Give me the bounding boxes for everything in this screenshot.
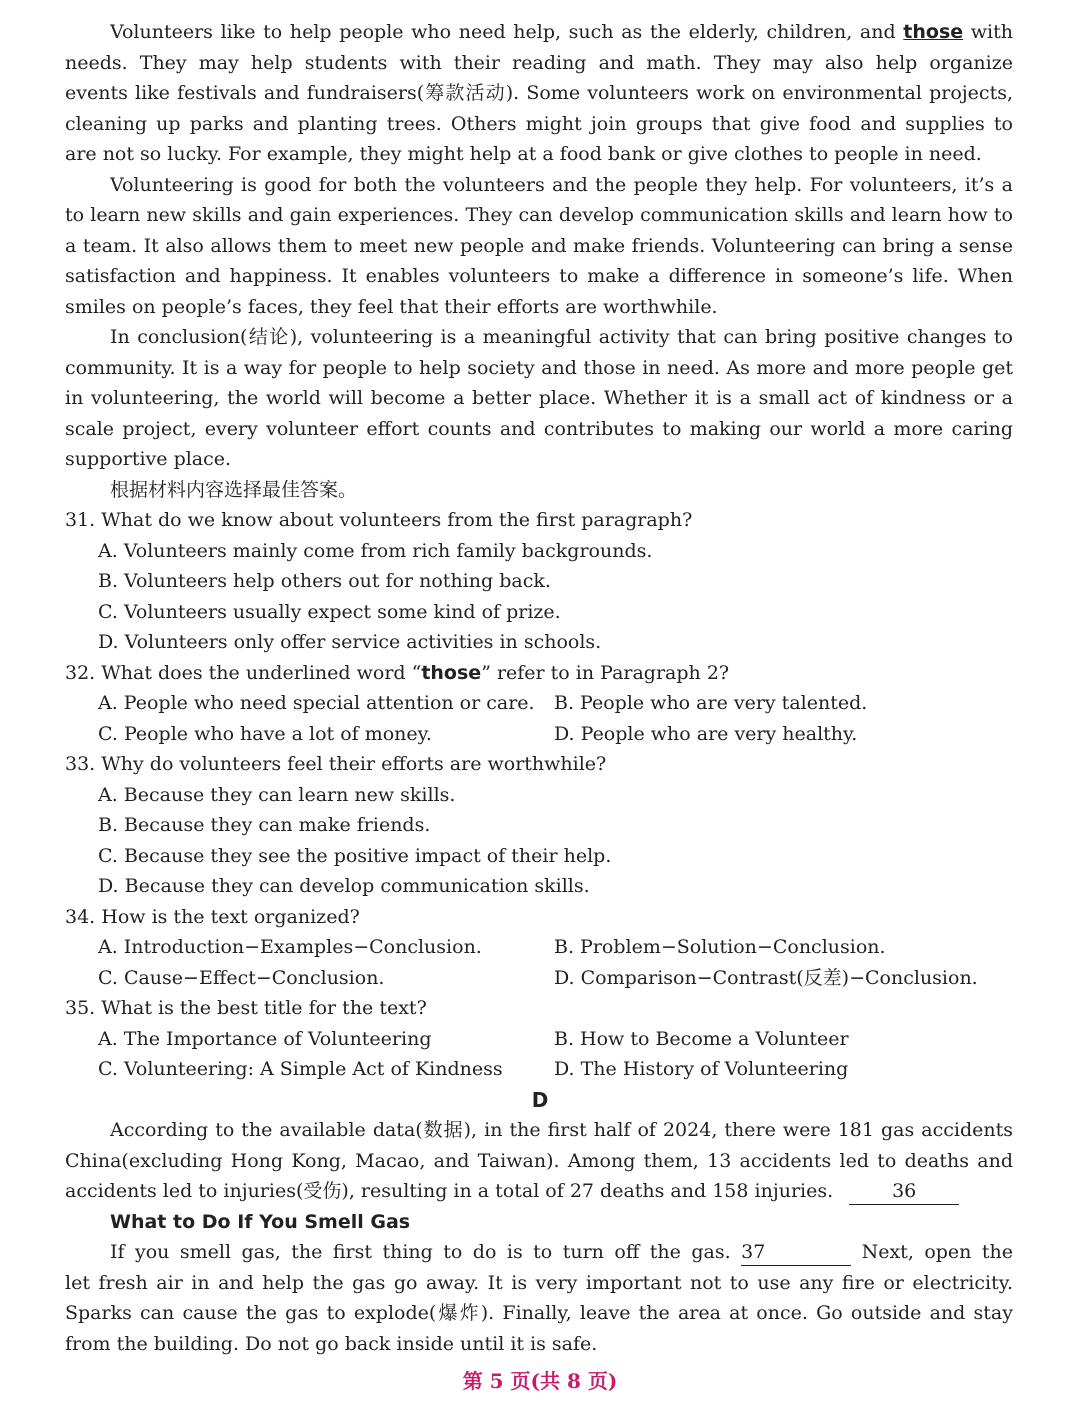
- question-31-option-c[interactable]: C. Volunteers usually expect some kind of prize.: [98, 601, 561, 623]
- question-35-option-b[interactable]: B. How to Become a Volunteer: [554, 1028, 849, 1050]
- question-35-stem: 35. What is the best title for the text?: [65, 997, 427, 1019]
- passage-d-p1-line: accidents led to injuries(受伤), resulting in a total of 27 deaths and 158 injuries. 36: [65, 1176, 1013, 1206]
- passage-d-p2-line: from the building. Do not go back inside until it is safe.: [65, 1333, 598, 1355]
- question-35-option-a[interactable]: A. The Importance of Volunteering: [98, 1028, 432, 1050]
- question-31-stem: 31. What do we know about volunteers from the first paragraph?: [65, 509, 693, 531]
- question-33-option-d[interactable]: D. Because they can develop communication skills.: [98, 875, 590, 897]
- question-32-option-c[interactable]: C. People who have a lot of money.: [98, 723, 432, 745]
- question-34-stem: 34. How is the text organized?: [65, 906, 360, 928]
- underlined-word-those: those: [903, 21, 964, 43]
- question-31-option-d[interactable]: D. Volunteers only offer service activities in schools.: [98, 631, 602, 653]
- question-35-options-row-1: [98, 1024, 1013, 1054]
- page-number-footer: 第 5 页(共 8 页): [462, 1369, 618, 1393]
- question-34-options-row-1: [98, 932, 1013, 962]
- question-33-stem: 33. Why do volunteers feel their efforts are worthwhile?: [65, 753, 607, 775]
- passage-c-p3-line: community. It is a way for people to help society and those in need. As more and more people get: [65, 357, 1013, 379]
- passage-c-p3-line: In conclusion(结论), volunteering is a meaningful activity that can bring positive changes to: [110, 326, 1013, 348]
- blank-36[interactable]: 36: [849, 1178, 959, 1205]
- passage-c-p2-line: satisfaction and happiness. It enables volunteers to make a difference in someone’s life. When: [65, 265, 1013, 287]
- passage-c-p1-line: cleaning up parks and planting trees. Others might join groups that give food and supplies to: [65, 113, 1013, 135]
- question-32-stem: 32. What does the underlined word “those” refer to in Paragraph 2?: [65, 662, 730, 684]
- instruction: 根据材料内容选择最佳答案。: [110, 479, 358, 501]
- passage-d-p2-line-1: If you smell gas, the first thing to do is to turn off the gas. 37 Next, open the: [110, 1237, 1013, 1267]
- question-31-option-b[interactable]: B. Volunteers help others out for nothing back.: [98, 570, 551, 592]
- question-33-option-b[interactable]: B. Because they can make friends.: [98, 814, 431, 836]
- question-34-option-d[interactable]: D. Comparison−Contrast(反差)−Conclusion.: [554, 967, 978, 989]
- question-33-option-a[interactable]: A. Because they can learn new skills.: [98, 784, 456, 806]
- question-32-options-row-2: [98, 719, 1013, 749]
- passage-c-p2-line: smiles on people’s faces, they feel that their efforts are worthwhile.: [65, 296, 718, 318]
- passage-c-p3-line: in volunteering, the world will become a better place. Whether it is a small act of kindness or a: [65, 387, 1013, 409]
- question-31-option-a[interactable]: A. Volunteers mainly come from rich family backgrounds.: [98, 540, 653, 562]
- question-34-options-row-2: [98, 963, 1013, 993]
- passage-c-p3-line: supportive place.: [65, 448, 232, 470]
- passage-d-p1-line: China(excluding Hong Kong, Macao, and Taiwan). Among them, 13 accidents led to deaths and: [65, 1150, 1013, 1172]
- question-34-option-b[interactable]: B. Problem−Solution−Conclusion.: [554, 936, 886, 958]
- passage-c-p3-line: scale project, every volunteer effort counts and contributes to making our world a more caring: [65, 418, 1013, 440]
- question-32-options-row-1: [98, 688, 1013, 718]
- passage-c-p2-line: to learn new skills and gain experiences. They can develop communication skills and learn how to: [65, 204, 1013, 226]
- question-32-option-b[interactable]: B. People who are very talented.: [554, 692, 868, 714]
- section-label-d: D: [531, 1088, 549, 1112]
- quoted-word-those: those: [421, 662, 482, 684]
- question-35-options-row-2: [98, 1054, 1013, 1084]
- passage-c-p1-line: are not so lucky. For example, they might help at a food bank or give clothes to people in need.: [65, 143, 982, 165]
- passage-d-p1-line: According to the available data(数据), in the first half of 2024, there were 181 gas accidents: [110, 1119, 1013, 1141]
- passage-c-p1-line-1: Volunteers like to help people who need help, such as the elderly, children, and those with: [110, 21, 1013, 43]
- question-34-option-a[interactable]: A. Introduction−Examples−Conclusion.: [98, 936, 482, 958]
- question-35-option-c[interactable]: C. Volunteering: A Simple Act of Kindness: [98, 1058, 503, 1080]
- passage-d-heading: What to Do If You Smell Gas: [110, 1211, 411, 1233]
- passage-c-p1-line: needs. They may help students with their reading and math. They may also help organize: [65, 52, 1013, 74]
- passage-c-p1-line: events like festivals and fundraisers(筹款活动). Some volunteers work on environmental projects,: [65, 82, 1013, 104]
- passage-c-p2-line: Volunteering is good for both the volunteers and the people they help. For volunteers, it’s a: [110, 174, 1013, 196]
- question-32-option-a[interactable]: A. People who need special attention or care.: [98, 692, 535, 714]
- question-34-option-c[interactable]: C. Cause−Effect−Conclusion.: [98, 967, 385, 989]
- passage-d-p2-line: Sparks can cause the gas to explode(爆炸). Finally, leave the area at once. Go outside and stay: [65, 1302, 1013, 1324]
- question-33-option-c[interactable]: C. Because they see the positive impact of their help.: [98, 845, 612, 867]
- passage-c-p2-line: a team. It also allows them to meet new people and make friends. Volunteering can bring a sense: [65, 235, 1013, 257]
- passage-d-p2-line-2: let fresh air in and help the gas go away. It is very important not to use any fire or electricity.: [65, 1268, 1013, 1298]
- blank-37[interactable]: 37: [741, 1239, 851, 1266]
- question-32-option-d[interactable]: D. People who are very healthy.: [554, 723, 858, 745]
- question-35-option-d[interactable]: D. The History of Volunteering: [554, 1058, 849, 1080]
